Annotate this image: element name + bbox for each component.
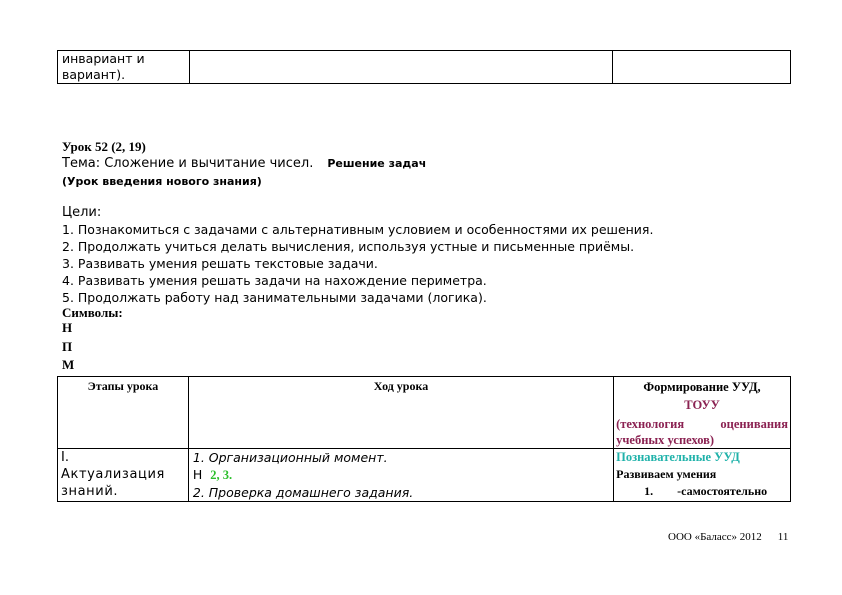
row1-stage — [58, 449, 189, 502]
header-uud-line4: учебных успехов) — [616, 433, 715, 447]
lesson-topic-main: Тема: Сложение и вычитание чисел. — [62, 156, 314, 171]
top-table-fragment — [57, 50, 791, 84]
row1-uud-line3 — [616, 483, 788, 500]
footer-page-number: 11 — [777, 531, 789, 543]
header-uud-line2: ТОУУ — [684, 398, 720, 412]
row1-course-line3: 2. Проверка домашнего задания. — [192, 485, 414, 500]
row1-uud-text: -самостоятельно — [677, 484, 768, 498]
row1-stage-line3: знаний. — [61, 484, 119, 499]
top-table-cell-uud — [613, 51, 791, 84]
goal-item: 4. Развивать умения решать задачи на нахождение периметра. — [62, 273, 487, 288]
header-course: Ход урока — [188, 377, 613, 449]
row1-course-line2 — [193, 466, 609, 484]
top-cell-line2: вариант). — [62, 67, 126, 82]
lesson-topic-sub: Решение задач — [327, 157, 427, 170]
goals-title: Цели: — [62, 205, 102, 220]
symbol-item: П — [62, 339, 73, 354]
symbols-title: Символы: — [62, 305, 123, 320]
goal-item: 2. Продолжать учиться делать вычисления, используя устные и письменные приёмы. — [62, 239, 635, 254]
lesson-number: Урок 52 (2, 19) — [62, 139, 146, 154]
top-table-cell-course — [189, 51, 613, 84]
row1-uud-line2: Развиваем умения — [616, 467, 717, 481]
top-table-cell-stage — [58, 51, 190, 84]
lesson-plan-table — [57, 376, 791, 502]
row1-stage-line2: Актуализация — [61, 467, 165, 482]
goals-list — [62, 221, 653, 306]
row1-course-line1: 1. Организационный момент. — [192, 450, 388, 465]
goal-item: 1. Познакомиться с задачами с альтернативным условием и особенностями их решения. — [62, 222, 654, 237]
header-uud-line1: Формирование УУД, — [643, 380, 761, 394]
row1-course — [188, 449, 613, 502]
goal-item: 5. Продолжать работу над занимательными задачами (логика). — [62, 290, 487, 305]
page-footer — [668, 531, 788, 543]
row1-uud — [614, 449, 791, 502]
symbol-item: Н — [62, 320, 73, 335]
lesson-type: (Урок введения нового знания) — [62, 175, 262, 188]
goal-item: 3. Развивать умения решать текстовые задачи. — [62, 256, 378, 271]
row1-uud-num: 1. — [644, 484, 654, 498]
top-cell-line1: инвариант и — [62, 51, 145, 66]
symbol-item: М — [62, 357, 75, 372]
row1-course-symbol: Н — [192, 467, 203, 482]
lesson-topic — [62, 156, 426, 171]
row1-course-pages: 2, 3. — [210, 468, 233, 482]
header-uud — [614, 377, 791, 449]
header-uud-line3: (технология оценивания — [616, 417, 788, 431]
row1-stage-line1: I. — [61, 450, 69, 465]
header-stages: Этапы урока — [58, 377, 189, 449]
row1-uud-line1: Познавательные УУД — [616, 450, 740, 464]
footer-publisher: ООО «Баласс» 2012 — [668, 531, 762, 543]
